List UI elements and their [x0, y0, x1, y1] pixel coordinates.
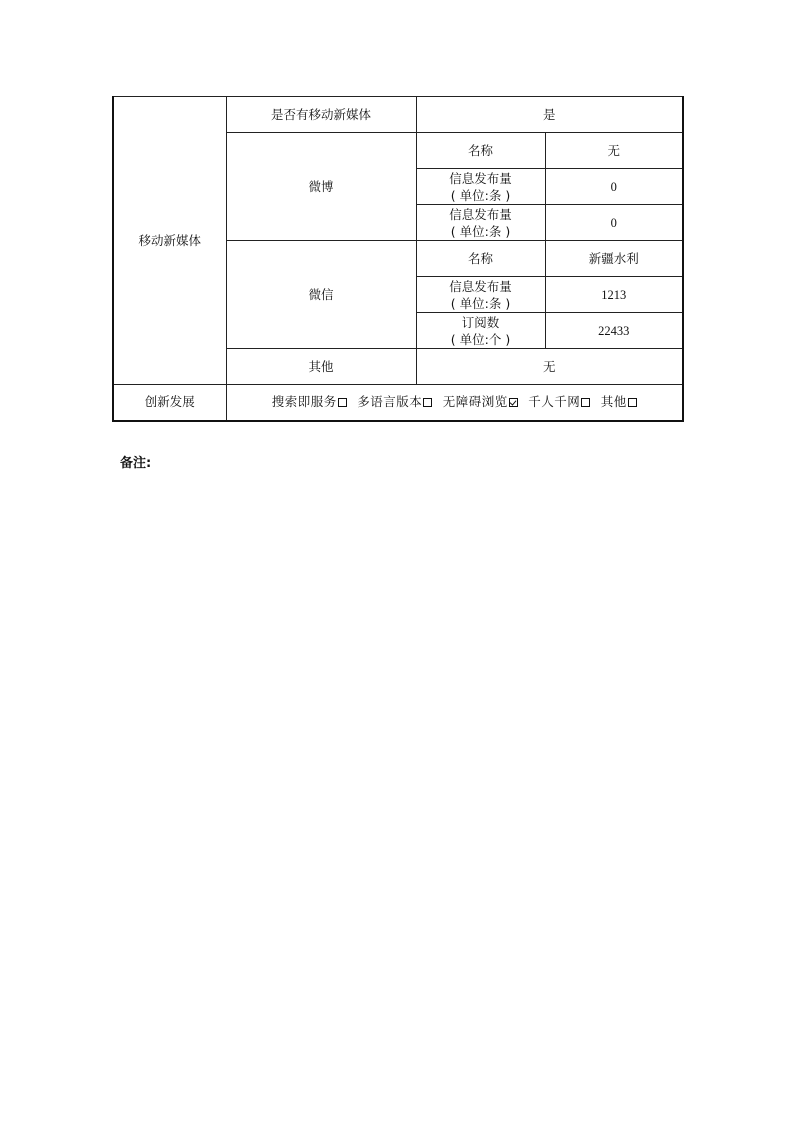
innovation-label: 创新发展 [113, 385, 226, 421]
innovation-option-multilingual [357, 394, 432, 410]
weibo-posts-label-1 [416, 169, 545, 205]
other-value: 无 [416, 349, 683, 385]
weibo-posts-label-line2: ( 单位:条 ) [450, 187, 511, 203]
option-label: 其他 [600, 394, 627, 410]
innovation-option-accessibility [443, 394, 518, 410]
checkbox-checked-icon[interactable] [509, 398, 518, 407]
wechat-posts-label [416, 277, 545, 313]
checkbox-icon[interactable] [581, 398, 590, 407]
weibo-label: 微博 [226, 133, 416, 241]
wechat-posts-label-line1: 信息发布量 [449, 278, 512, 294]
innovation-option-personalized [528, 394, 590, 410]
option-label: 多语言版本 [357, 394, 423, 410]
wechat-subs-label [416, 313, 545, 349]
weibo-posts-label-line1: 信息发布量 [449, 170, 512, 186]
weibo-posts-label-2 [416, 205, 545, 241]
checkbox-icon[interactable] [628, 398, 637, 407]
weibo-posts-value-1: 0 [545, 169, 683, 205]
wechat-subs-label-line1: 订阅数 [461, 314, 500, 330]
wechat-name-value: 新疆水利 [545, 241, 683, 277]
has-media-value: 是 [416, 97, 683, 133]
option-label: 千人千网 [528, 394, 581, 410]
option-label: 搜索即服务 [271, 394, 337, 410]
option-label: 无障碍浏览 [442, 394, 508, 410]
has-media-label: 是否有移动新媒体 [226, 97, 416, 133]
innovation-options [226, 385, 683, 421]
wechat-name-label: 名称 [416, 241, 545, 277]
weibo-posts-label-line2: ( 单位:条 ) [450, 223, 511, 239]
innovation-option-other [601, 394, 637, 410]
section-label-cell: 移动新媒体 [113, 97, 226, 385]
mobile-media-table [112, 96, 684, 422]
wechat-subs-value: 22433 [545, 313, 683, 349]
innovation-option-search-service [272, 394, 347, 410]
checkbox-icon[interactable] [423, 398, 432, 407]
wechat-subs-label-line2: ( 单位:个 ) [450, 331, 511, 347]
note-label: 备注: [120, 456, 152, 471]
wechat-posts-label-line2: ( 单位:条 ) [450, 295, 511, 311]
checkbox-icon[interactable] [338, 398, 347, 407]
weibo-name-label: 名称 [416, 133, 545, 169]
wechat-posts-value: 1213 [545, 277, 683, 313]
weibo-posts-label-line1: 信息发布量 [449, 206, 512, 222]
weibo-posts-value-2: 0 [545, 205, 683, 241]
wechat-label: 微信 [226, 241, 416, 349]
weibo-name-value: 无 [545, 133, 683, 169]
other-label: 其他 [226, 349, 416, 385]
